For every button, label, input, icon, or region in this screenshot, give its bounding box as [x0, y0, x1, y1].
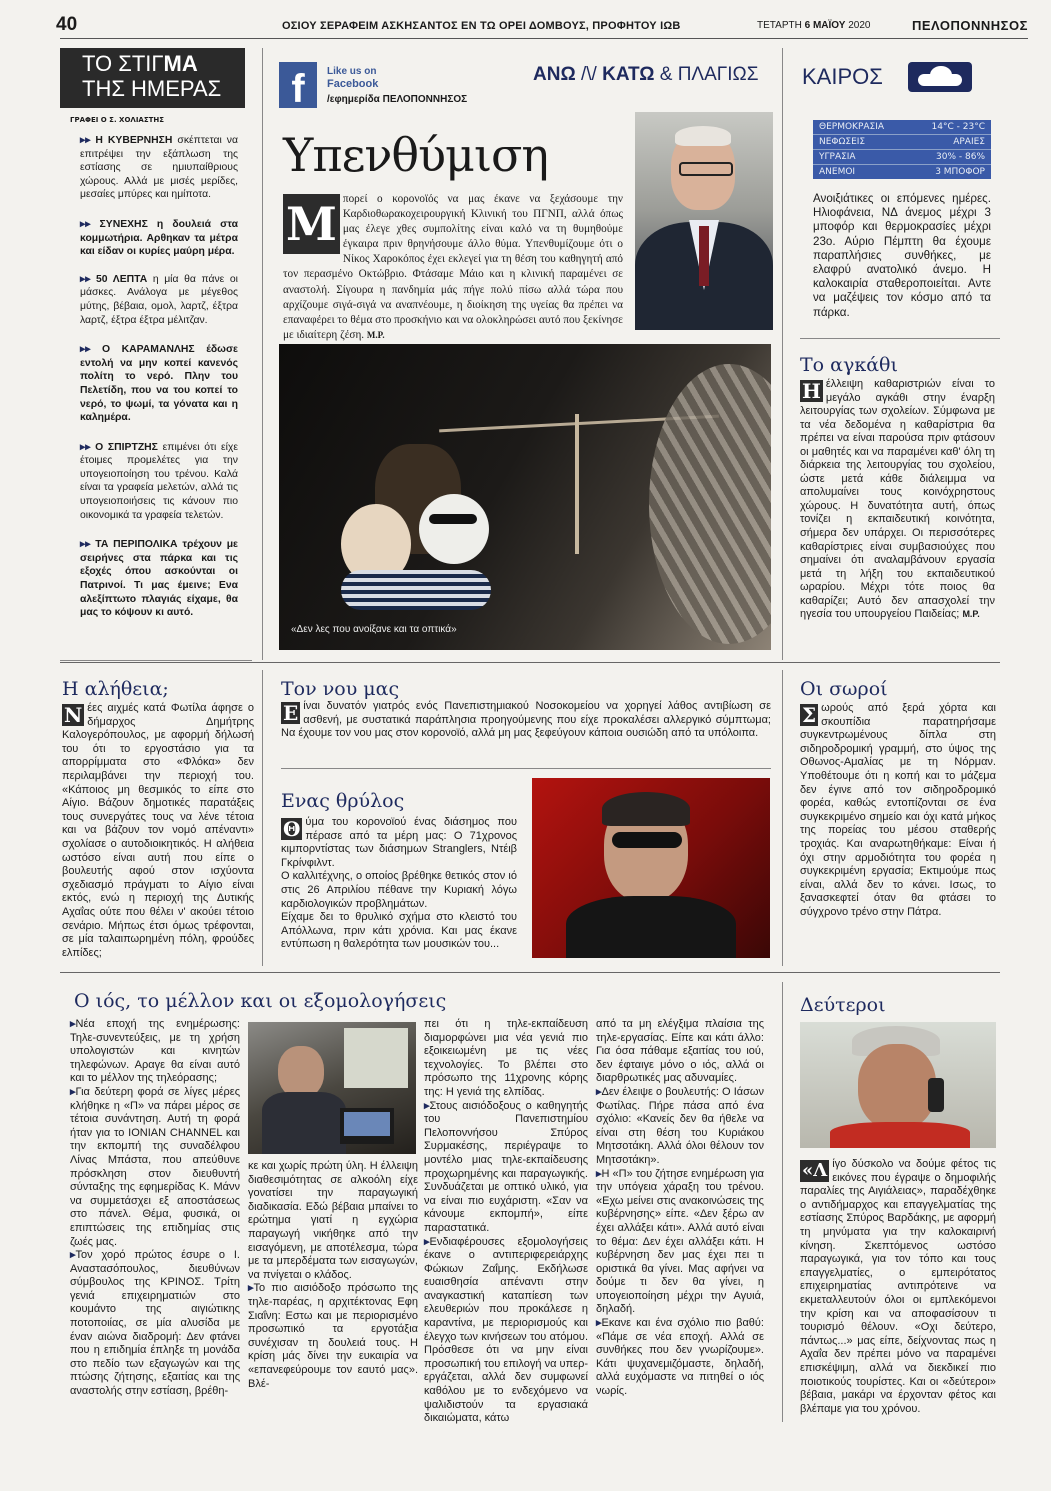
agkathi-body: Η έλλειψη καθαριστριών είναι το μεγάλο αγκάθι στην έναρξη λειτουργίας των σχολείων. Σύμφωνα με τα νέα δεδομένα η καθαρίστρια θα πρέπει να είναι παρούσα πριν φτάσουν οι μαθητές και να παραμένει καθ' όλη τη διάρκεια της λειτουργίας του σχολείου, ώστε μετά κάθε διάλειμμα να απολυμαίνει τους κοινόχρηστους χώρους. Η δυνατότητα αυτή, όπως τονίζει η εκπαιδευτική κοινότητα, σήμερα δεν υπάρχει. Οι περισσότερες καθαρίστριες είναι συμβασιούχες που σημαίνει ότι αναλαμβάνουν εργασία μετά τη λήξη του εκπαιδευτικού ωραρίου. Μέχρι τότε ποιος θα καθαρίζει; Αυτό δεν απασχολεί την ηγεσία του υπουργείου Παιδείας; Μ.Ρ.: [800, 378, 995, 621]
bullet-icon: ▸▸: [80, 539, 96, 551]
ios-col2: [248, 1160, 418, 1391]
dogs-photo-dog-right: [419, 494, 489, 564]
defteroi-shirt: [830, 1122, 970, 1148]
thrylos-body: Θ ύμα του κορονοϊού ένας διάσημος που πέρασε από τα μέρη μας: Ο 71χρονος κιμπορντίστας των διάσημων Stranglers, Ντέιβ Γκρίνφιλντ. Ο καλλιτέχνης, ο οποίος βρέθηκε θετικός στον ιό στις 26 Απριλίου πέθανε την Κυριακή λόγω καρδιολογικών προβλημάτων. Είχαμε δει το θρυλικό σχήμα στο κλειστό του Απόλλωνα, πριν κάτι χρόνια. Και μας έκανε εντύπωση η θαλερότητα των μουσικών του...: [281, 816, 517, 951]
section-rule: [800, 338, 1000, 339]
ios-col4: [596, 1018, 764, 1399]
videocall-man: [278, 1046, 324, 1098]
ios-col3: [424, 1018, 588, 1426]
ios-paragraph: ▸Νέα εποχή της ενημέρωσης: Τηλε-συνεντεύξεις, με τη χρήση υπολογιστών και κινητών τηλεφώνων. Αραγε θα είναι αυτό και το μέλλον της τηλεόρασης;: [70, 1018, 240, 1085]
stigma-title-line1: ΤΟ ΣΤΙΓΜΑ: [82, 51, 198, 76]
musician-jacket: [566, 896, 736, 958]
musician-photo: [532, 778, 770, 958]
portrait-hair: [675, 126, 731, 146]
weather-row: ΝΕΦΩΣΕΙΣ ΑΡΑΙΕΣ: [813, 135, 991, 150]
defteroi-title: Δεύτεροι: [800, 994, 886, 1016]
weather-row: ΑΝΕΜΟΙ 3 ΜΠΟΦΟΡ: [819, 167, 985, 177]
header-rule: [60, 38, 1028, 39]
ios-paragraph: ▸Στους αισιόδοξους ο καθηγητής του Πανεπιστημίου Πελοποννήσου Σπύρος Συρμακέσης, περιέγραψε το μοντέλο μιας τηλε-εκπαίδευσης προχωρημένης και παραγωγικής. Συνδυάζεται με οπτικό υλικό, για να είναι πιο ευχάριστη. «Σαν να κάνουμε εκπομπή», είπε παραστατικά.: [424, 1099, 588, 1234]
defteroi-phone: [928, 1078, 944, 1112]
dogs-photo-post: [575, 414, 579, 554]
ano-kato-arrows-icon: /\/: [580, 64, 597, 85]
ios-paragraph: από τα μη ελέγξιμα πλαίσια της τηλε-εργασίας. Είπε και κάτι άλλο: Για όσα πάθαμε εξαιτίας του ιού, δεν έφταιγε μόνο ο ιός, αλλά οι διαρθρωτικές μας αδυναμίες.: [596, 1018, 764, 1085]
dropcap: Σ: [802, 703, 817, 727]
bullet-icon: ▸▸: [80, 218, 100, 230]
dropcap: «Λ: [802, 1160, 828, 1181]
nou-title: Τον νου μας: [281, 678, 400, 700]
row-divider: [60, 972, 1000, 973]
stigma-byline: ΓΡΑΦΕΙ Ο Σ. ΧΟΛΙΑΣΤΗΣ: [70, 116, 165, 124]
bullet-icon: ▸: [596, 1167, 602, 1180]
videocall-laptop-screen: [344, 1112, 390, 1136]
facebook-handle: /εφημερίδα ΠΕΛΟΠΟΝΝΗΣΟΣ: [327, 94, 468, 105]
bullet-icon: ▸▸: [80, 441, 96, 453]
dogs-photo: [279, 344, 771, 650]
stigma-item: ▸▸ ΣΥΝΕΧΗΣ η δουλειά στα κομμωτήρια. Αρθηκαν τα μέτρα και είδαν οι κυρίες μαύρη μέρα.: [80, 218, 238, 258]
ypenthymisi-body: Μ πορεί ο κορονοϊός να μας έκανε να ξεχάσουμε την Καρδιοθωρακοχειρουργική Κλινική του ΠΓΝΠ, αλλά όπως μας έλεγε χθες συμπολίτης είναι καλό να τη θυμηθούμε έγκαιρα πριν θρηνήσουμε άλλο θύμα. Υπενθυμίζουμε ότι ο Νίκος Χαροκόπος έχει εκλεγεί για τη θέση του καθηγητή από τον περασμένο Οκτώβριο. Φτάσαμε Μάιο και η κλινική παραμένει σε αναστολή. Σίγουρα η πανδημία μάς πήγε πολύ πίσω αλλά τώρα που αρχίζουμε σιγά-σιγά να αναπνέουμε, η διοίκηση της υγείας θα πρέπει να επαναφέρει το θέμα στο προσκήνιο και να ολοκληρώσει αυτό που ξεκίνησε με ιδιαίτερη ζέση. Μ.Ρ.: [283, 193, 623, 341]
bullet-icon: ▸: [70, 1085, 76, 1098]
alitheia-title: Η αλήθεια;: [62, 678, 169, 700]
dogs-photo-sunglasses: [429, 514, 477, 524]
videocall-photo: [248, 1022, 416, 1154]
bullet-icon: ▸: [248, 1282, 254, 1295]
section-rule: [281, 768, 771, 769]
bullet-icon: ▸▸: [80, 344, 102, 356]
weather-text: Ανοιξιάτικες οι επόμενες ημέρες. Ηλιοφάνεια, ΝΔ άνεμος μέχρι 3 μποφόρ και θερμοκρασίες μέχρι 23ο. Αύριο Πέμπτη θα έχουμε παραπλήσιες συνθήκες, με ελαφρύ ανατολικό άνεμο. Η καλοκαιρία σταθεροποιείται. Αντε να μαζέψεις τον κόσμο από τα πάρκα.: [813, 192, 991, 319]
stigma-items: [80, 134, 238, 620]
dropcap: Μ: [283, 194, 340, 254]
videocall-window: [344, 1028, 408, 1088]
ios-paragraph: ▸Τον χορό πρώτος έσυρε ο Ι. Αναστασόπουλος, διευθύνων σύμβουλος της ΚΡΙΝΟΣ. Τρίτη γενιά επιχειρηματιών στο κουμάντο της αιγιώτικης ποτοποιίας, σε μία αλυσίδα με έναν αιώνα διαδρομή: Δεν φτάνει που η επιδημία έπληξε τη μονάδα στο πεδίο των εξαγωγών και της πτώσης ζήτησης, εξαιτίας και της αναστολής στην εστίαση, βρέθη-: [70, 1249, 240, 1398]
weather-row: ΥΓΡΑΣΙΑ 30% - 86%: [813, 150, 991, 165]
dogs-photo-striped-shirt: [341, 570, 491, 610]
ios-paragraph: ▸Το πιο αισιόδοξο πρόσωπο της τηλε-παρέας, η αρχιτέκτονας Εφη Σιαΐνη: Εστω και με περιορισμένο προσωπικό τα εργοτάξια συνέχισαν τη δουλειά τους. Η κρίση μάς δίνει την ευκαιρία να «επανεφεύρουμε τον εαυτό μας». Βλέ-: [248, 1282, 418, 1390]
defteroi-face: [858, 1044, 936, 1130]
ios-paragraph: ▸Ενδιαφέρουσες εξομολογήσεις έκανε ο αντιπεριφερειάρχης Φώκιων Ζαΐμης. Εκδήλωσε ευαισθησία απέναντι στην αναγκαστική καταπίεση των ελευθεριών που προκάλεσε η καραντίνα, με περιορισμούς και έλεγχο των κινήσεων του ατόμου. Πρόσθεσε ότι να μην είναι προσωπική του επιλογή να υπερ-εργάζεται, αλλά δεν συμφωνεί καθόλου με το ενδεχόμενο να ψαλιδιστούν τα εργασιακά δικαιώματα, κάτω: [424, 1235, 588, 1425]
stigma-item: ▸▸ 50 ΛΕΠΤΑ η μία θα πάνε οι μάσκες. Ανάλογα με μέγεθος μύτης, βέβαια, ομολ, λαρτζ, έξτρα λαρτζ, έξτρα έξτρα μέλιτζαν.: [80, 273, 238, 326]
bullet-icon: ▸: [70, 1249, 76, 1262]
column-divider: [782, 48, 783, 660]
bullet-icon: ▸: [424, 1099, 430, 1112]
musician-hair: [602, 792, 690, 826]
dropcap: Ν: [64, 703, 83, 727]
alitheia-body: Ν έες αιχμές κατά Φωτίλα άφησε ο δήμαρχος Δημήτρης Καλογερόπουλος, με αφορμή δήλωσή του ότι το εργοστάσιο για τα απορρίμματα στο «Φλόκα» δεν περιλαμβάνει την περιοχή του. «Κάποιος μη θεσμικός το είπε στο Αίγιο. Βάζουν δημοτικές παρατάξεις τους συνεργάτες τους να λένε τέτοια και να βάζουν τον νομό απέναντι» σχολίασε ο αυτοδιοικητικός. Η αλήθεια ωστόσο είναι αυτή που είπε ο βουλευτής αφού στον ισχύοντα σχεδιασμό πράγματι το Αίγιο είναι εκτός, ενώ η περιοχή της Δυτικής Αχαΐας ούτε που θέλει ν' ακούει τέτοιο σενάριο. Μήπως έτσι όμως τρέφονται, σε μία ταλαιπωρημένη πόλη, φρούδες ελπίδες;: [62, 702, 254, 959]
column-divider: [262, 670, 263, 966]
facebook-promo[interactable]: [279, 62, 479, 111]
bullet-icon: ▸: [596, 1085, 602, 1098]
bullet-icon: ▸▸: [80, 135, 96, 146]
ios-paragraph: κε και χωρίς πρώτη ύλη. Η έλλειψη διαθεσιμότητας σε αλκοόλη είχε γονατίσει την παραγωγική διαδικασία. Εδώ βέβαια μπαίνει το ερώτημα γιατί η εγχώρια παραγωγή νικήθηκε από την εισαγόμενη, με αποτέλεσμα, τώρα με τα μπερδέματα των εισαγωγών, να πνίγεται ο κλάδος.: [248, 1160, 418, 1281]
bullet-icon: ▸: [424, 1235, 430, 1248]
stigma-banner: [60, 48, 245, 108]
header-newspaper-name: ΠΕΛΟΠΟΝΝΗΣΟΣ: [912, 18, 1028, 33]
sworoi-title: Οι σωροί: [800, 678, 888, 700]
defteroi-photo: [800, 1022, 996, 1148]
ano-kato-banner: ΑΝΩ /\/ ΚΑΤΩ & ΠΛΑΓΙΩΣ: [533, 64, 759, 85]
stigma-item: ▸▸ Ο ΚΑΡΑΜΑΝΛΗΣ έδωσε εντολή να μην κοπεί κανενός πολίτη το νερό. Πλην του Πελετίδη, που να του κοπεί το νερό, το ψωμί, τα γόνατα και η καλημέρα.: [80, 344, 238, 424]
ios-paragraph: ▸Δεν έλειψε ο βουλευτής: Ο Ιάσων Φωτίλας. Πήρε πάσα από ένα σχόλιο: «Κανείς δεν θα ήθελε να είναι στη θέση του Κυριάκου Μητσοτάκη. Αλλά όλοι θέλουν τον Μητσοτάκη».: [596, 1085, 764, 1166]
stigma-item: ▸▸ ΤΑ ΠΕΡΙΠΟΛΙΚΑ τρέχουν με σειρήνες στα πάρκα και τις εξοχές όπου ασκούνται οι Πατρινοί. Τι μας έμεινε; Ενα αλεξίπτωτο πλαγιάς είχαμε, θα μας το κόψουν κι αυτό.: [80, 539, 238, 619]
ios-paragraph: ▸Για δεύτερη φορά σε λίγες μέρες κλήθηκε η «Π» να πάρει μέρος σε τέτοια συνάντηση. Αυτή τη φορά ήταν για το IONIAN CHANNEL και την εκπομπή της συναδέλφου Λίνας Μπάστα, που απεύθυνε πρόσκληση στον διευθυντή σύνταξης της εφημερίδας Κ. Μάνν να συμμετάσχει εξ αποστάσεως στο πάνελ. Θέμα, φυσικά, οι επιπτώσεις της επιδημίας στις ζωές μας.: [70, 1085, 240, 1248]
bullet-icon: ▸: [70, 1018, 76, 1030]
column-divider: [782, 982, 783, 1422]
ios-paragraph: πει ότι η τηλε-εκπαίδευση διαμορφώνει μια νέα γενιά πιο εξοικειωμένη με τις νέες τεχνολογίες. Το βλέπει στο πρόσωπο της 11χρονης κόρης της: Η γενιά της ελπίδας.: [424, 1018, 588, 1098]
row-divider: [60, 662, 1000, 663]
portrait-glasses: [679, 162, 733, 176]
weather-title: ΚΑΙΡΟΣ: [802, 64, 883, 89]
page-number: 40: [56, 14, 78, 35]
dropcap: Θ: [283, 817, 301, 841]
stigma-item: ▸▸ Ο ΣΠΙΡΤΖΗΣ επιμένει ότι είχε έτοιμες προμελέτες για την υπογειοποίηση του τρένου. Καλά είναι τα γραφεία μελετών, αλλά τις υπογειοποιήσεις τις κάνουν πιο οικονομικά τα γραφεία τελετών.: [80, 441, 238, 521]
sworoi-body: Σ ωρούς από ξερά χόρτα και σκουπίδια παρατηρήσαμε συγκεντρωμένους δίπλα στη σιδηροδρομική γραμμή, στο ύψος της Οθωνος-Αμαλίας με τη Νόρμαν. Υποθέτουμε ότι η κοπή και το μάζεμα δεν έγινε από τον σιδηροδρομικό φορέα, καθώς εντοπίζονται σε ένα συγκεκριμένο σημείο και όχι κατά μήκος της πορείας του μέσου σταθερής τροχιάς. Και αναρωτηθήκαμε: Είναι ή όχι στην αρμοδιότητα του φορέα η συγκεκριμένη εργασία; Εκτιμούμε πως είναι, αλλά δεν το κάνει. Ισως, το ξανασκεφτεί όταν θα φτάσει το σύγχρονο τρένο στην Πάτρα.: [800, 702, 996, 918]
musician-sunglasses: [612, 832, 682, 848]
dropcap: Ε: [283, 701, 299, 725]
weather-cloud-icon: [908, 62, 972, 92]
dogs-photo-caption: «Δεν λες που ανοίξανε και τα οπτικά»: [291, 624, 457, 635]
dropcap: Η: [802, 379, 821, 403]
weather-table: [813, 120, 991, 179]
facebook-like-line2: Facebook: [327, 78, 379, 90]
bullet-icon: ▸▸: [80, 273, 97, 285]
section-rule: [60, 660, 252, 661]
stigma-title-line2: ΤΗΣ ΗΜΕΡΑΣ: [82, 76, 222, 101]
column-divider: [262, 48, 263, 660]
column-divider: [782, 670, 783, 966]
ypenthymisi-title: Υπενθύμιση: [283, 128, 548, 182]
bullet-icon: ▸: [596, 1317, 602, 1330]
weather-row: ΘΕΡΜΟΚΡΑΣΙΑ 14°C - 23°C: [813, 120, 991, 135]
videocall-body: [262, 1092, 346, 1154]
portrait-photo: [635, 112, 773, 330]
stigma-item: ▸▸ Η ΚΥΒΕΡΝΗΣΗ σκέπτεται να επιτρέψει την εξάπλωση της εστίασης σε ημιυπαίθριους χώρους. Αλλά με μισές μερίδες, μεσαίες μπύρες και ημίποτα.: [80, 135, 239, 201]
portrait-tie: [699, 226, 709, 286]
thrylos-title: Ενας θρύλος: [281, 790, 405, 812]
header-motto: ΟΣΙΟΥ ΣΕΡΑΦΕΙΜ ΑΣΚΗΣΑΝΤΟΣ ΕΝ ΤΩ ΟΡΕΙ ΔΟΜΒΟΥΣ, ΠΡΟΦΗΤΟΥ ΙΩΒ: [282, 20, 681, 32]
facebook-icon: f: [279, 62, 317, 108]
ios-paragraph: ▸Εκανε και ένα σχόλιο πιο βαθύ: «Πάμε σε νέα εποχή. Αλλά σε συνθήκες που δεν γνωρίζουμε». Κάτι ψυχανεμιζόμαστε, δηλαδή, αλλά ευχόμαστε να πιτηθεί ο ιός νωρίς.: [596, 1317, 764, 1398]
ios-title: Ο ιός, το μέλλον και οι εξομολογήσεις: [74, 990, 447, 1012]
ios-paragraph: ▸Η «Π» του ζήτησε ενημέρωση για την υπόγεια χάραξη του τρένου. «Εχω μείνει στις ανακοινώσεις της κυβέρνησης» είπε. «Δεν ξέρω αν έχει αλλάξει κάτι». Αλλά αυτό είναι το θέμα: Δεν έχει αλλάξει κάτι. Η κυβέρνηση δεν μας έχει πει τι οριστικά θα γίνει. Μας αφήνει να δούμε τι δεν θα γίνει, η υπογειοποίηση μέχρι την Αγυιά, δηλαδή.: [596, 1167, 765, 1316]
header-date: ΤΕΤΑΡΤΗ 6 ΜΑΪΟΥ 2020: [757, 20, 871, 31]
dogs-photo-dome: [649, 364, 771, 644]
defteroi-body: «Λ ίγο δύσκολο να δούμε φέτος τις εικόνες που έγραψε ο δημοφιλής παραλίες της Αιγιάλειας», παραδέχθηκε ο αντιδήμαρχος και επαγγελματίας της εστίασης Σπύρος Βαρδάκης, με αφορμή τη μηνύματα για την καλοκαιρινή κίνηση. Σκεπτόμενος ωστόσο παραγωγικά, για τον τόπο και τους επαγγελματίες, ο εμπειρότατος επιχειρηματίας αντιπρότεινε να εκμεταλλευτούν όλοι οι εμπλεκόμενοι την κρίση και να αποφασίσουν τι τουρισμό θέλουν. «Οχι δεύτερο, πάντως...» μας είπε, δείχνοντας πως η Αχαΐα δεν πρέπει μόνο να παραμένει επισκέψιμη, αλλά να διεκδικεί πιο ποιοτικούς τουρίστες. Και οι «δεύτεροι» βέβαια, μακάρι να έρχονταν φέτος και βλέπαμε για του χρόνου.: [800, 1158, 996, 1415]
ios-col1: [70, 1018, 240, 1399]
facebook-like-line1: Like us on: [327, 66, 377, 77]
agkathi-title: Το αγκάθι: [800, 354, 898, 376]
nou-body: Ε ίναι δυνατόν γιατρός ενός Πανεπιστημιακού Νοσοκομείου να χορηγεί λάθος αντιβίωση σε ασθενή, με συστατικά παράπλησια προηγούμενης που είχε προκαλέσει αλλεργικό σύμπτωμα; Να έχουμε τον νου μας στον κορονοϊό, αλλά μη μας ξεφεύγουν κάποια ουσιώδη από τα υπόλοιπα.: [281, 700, 771, 740]
